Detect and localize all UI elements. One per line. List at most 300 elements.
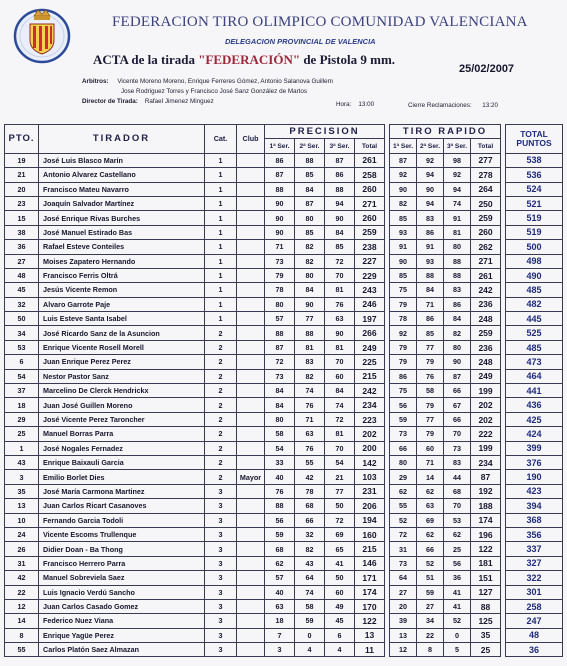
name-cell: Marcelino De Clerck Hendrickx: [39, 384, 205, 398]
rapido-s2-cell: 34: [417, 614, 444, 628]
pto-cell: 20: [5, 182, 39, 196]
precision-s3-cell: 72: [325, 254, 355, 268]
rapido-s3-cell: 62: [444, 527, 471, 541]
precision-s2-cell: 84: [295, 182, 325, 196]
rapido-s3-cell: 41: [444, 599, 471, 613]
name-cell: Joaquín Salvador Martínez: [39, 196, 205, 210]
precision-s2-cell: 68: [295, 499, 325, 513]
rapido-total-cell: 192: [471, 484, 501, 498]
precision-s3-cell: 87: [325, 153, 355, 167]
precision-s1-cell: 88: [265, 499, 295, 513]
director-label: Director de Tirada:: [82, 98, 138, 105]
club-cell: [237, 542, 265, 556]
precision-s3-cell: 85: [325, 240, 355, 254]
precision-s2-cell: 85: [295, 225, 325, 239]
club-cell: [237, 225, 265, 239]
rapido-s1-cell: 31: [390, 542, 417, 556]
name-cell: Juan Carlos Casado Gomez: [39, 599, 205, 613]
club-cell: [237, 355, 265, 369]
table-row: [5, 384, 563, 398]
cat-cell: 3: [205, 542, 237, 556]
club-cell: [237, 599, 265, 613]
name-cell: José María Carmona Martinez: [39, 484, 205, 498]
rapido-s3-cell: 84: [444, 312, 471, 326]
rapido-total-cell: 271: [471, 254, 501, 268]
precision-s2-cell: 83: [295, 355, 325, 369]
club-cell: [237, 369, 265, 383]
precision-s2-cell: 0: [295, 628, 325, 642]
precision-s1-cell: 58: [265, 427, 295, 441]
precision-s3-cell: 70: [325, 268, 355, 282]
precision-s3-cell: 74: [325, 398, 355, 412]
rapido-s1-cell: 64: [390, 571, 417, 585]
name-cell: Nestor Pastor Sanz: [39, 369, 205, 383]
rapido-total-cell: 174: [471, 513, 501, 527]
club-cell: [237, 384, 265, 398]
cat-cell: 2: [205, 441, 237, 455]
cat-cell: 2: [205, 470, 237, 484]
rapido-s1-cell: 79: [390, 355, 417, 369]
precision-s3-cell: 84: [325, 384, 355, 398]
precision-s2-cell: 76: [295, 441, 325, 455]
pto-cell: 54: [5, 369, 39, 383]
table-row: [5, 427, 563, 441]
precision-s3-cell: 49: [325, 599, 355, 613]
acta-prefix: ACTA de la tirada: [93, 52, 199, 67]
pto-cell: 24: [5, 527, 39, 541]
acta-tirada-name: "FEDERACIÓN": [198, 52, 301, 67]
table-row: [5, 398, 563, 412]
name-cell: Francisco Herrero Parra: [39, 556, 205, 570]
rapido-s3-cell: 80: [444, 240, 471, 254]
precision-s2-cell: 81: [295, 340, 325, 354]
pto-cell: 26: [5, 542, 39, 556]
precision-s1-cell: 56: [265, 513, 295, 527]
cat-cell: 1: [205, 254, 237, 268]
table-row: [5, 470, 563, 484]
total-puntos-cell: 337: [506, 542, 563, 556]
pto-cell: 22: [5, 585, 39, 599]
pto-cell: 43: [5, 455, 39, 469]
rapido-s2-cell: 94: [417, 168, 444, 182]
cat-cell: 1: [205, 240, 237, 254]
arbitros-names-1: Vicente Moreno Moreno, Enrique Ferreres Gómez, Antonio Salanova Guillem: [117, 78, 333, 85]
total-puntos-cell: 482: [506, 297, 563, 311]
rapido-total-cell: 199: [471, 441, 501, 455]
name-cell: Emilio Borlet Dies: [39, 470, 205, 484]
cat-cell: 1: [205, 196, 237, 210]
name-cell: Juan Enrique Perez Perez: [39, 355, 205, 369]
rapido-s3-cell: 91: [444, 211, 471, 225]
precision-total-cell: 146: [355, 556, 385, 570]
total-puntos-cell: 258: [506, 599, 563, 613]
rapido-s2-cell: 84: [417, 283, 444, 297]
rapido-s3-cell: 90: [444, 355, 471, 369]
club-cell: Mayor: [237, 470, 265, 484]
precision-s2-cell: 82: [295, 240, 325, 254]
precision-s3-cell: 76: [325, 297, 355, 311]
club-cell: [237, 268, 265, 282]
precision-s3-cell: 41: [325, 556, 355, 570]
precision-s3-cell: 65: [325, 542, 355, 556]
precision-s3-cell: 77: [325, 484, 355, 498]
name-cell: Luis Ignacio Verdú Sancho: [39, 585, 205, 599]
rapido-s1-cell: 92: [390, 168, 417, 182]
rapido-s3-cell: 98: [444, 153, 471, 167]
total-puntos-cell: 485: [506, 340, 563, 354]
rapido-s2-cell: 79: [417, 398, 444, 412]
name-cell: Carlos Platón Saez Almazan: [39, 643, 205, 657]
pto-cell: 21: [5, 168, 39, 182]
rapido-s1-cell: 12: [390, 643, 417, 657]
rapido-total-cell: 181: [471, 556, 501, 570]
name-cell: Rafael Esteve Conteiles: [39, 240, 205, 254]
rapido-s3-cell: 66: [444, 412, 471, 426]
precision-s3-cell: 72: [325, 513, 355, 527]
precision-s2-cell: 66: [295, 513, 325, 527]
precision-s1-cell: 57: [265, 571, 295, 585]
cat-cell: 3: [205, 571, 237, 585]
precision-total-cell: 122: [355, 614, 385, 628]
col-tirador-header: TIRADOR: [39, 125, 205, 154]
hora-value: 13:00: [358, 101, 375, 108]
name-cell: José Vicente Perez Taroncher: [39, 412, 205, 426]
precision-total-cell: 243: [355, 283, 385, 297]
rapido-s3-cell: 66: [444, 384, 471, 398]
precision-s3-cell: 50: [325, 571, 355, 585]
precision-s1-cell: 76: [265, 484, 295, 498]
federation-crest-logo: [12, 2, 72, 64]
rapido-s2-cell: 22: [417, 628, 444, 642]
cat-cell: 1: [205, 182, 237, 196]
precision-s1-cell: 80: [265, 297, 295, 311]
delegation-subtitle: DELEGACION PROVINCIAL DE VALENCIA: [225, 37, 376, 46]
rapido-s2-cell: 8: [417, 643, 444, 657]
table-row: [5, 628, 563, 642]
total-puntos-cell: 356: [506, 527, 563, 541]
arbitros-names-2: Jose Rodriguez Torres y Francisco José Sanz González de Martos: [121, 88, 308, 95]
precision-total-cell: 238: [355, 240, 385, 254]
precision-total-cell: 266: [355, 326, 385, 340]
rapido-s3-cell: 81: [444, 225, 471, 239]
table-row: [5, 254, 563, 268]
precision-total-cell: 103: [355, 470, 385, 484]
rapido-s3-cell: 53: [444, 513, 471, 527]
rapido-s3-cell: 70: [444, 499, 471, 513]
precision-s3-cell: 4: [325, 643, 355, 657]
precision-s3-cell: 70: [325, 441, 355, 455]
cierre-line: [408, 102, 498, 109]
precision-total-cell: 229: [355, 268, 385, 282]
precision-total-cell: 231: [355, 484, 385, 498]
name-cell: José Nogales Fernadez: [39, 441, 205, 455]
name-cell: José Ricardo Sanz de la Asuncion: [39, 326, 205, 340]
precision-s2-cell: 87: [295, 196, 325, 210]
table-row: [5, 312, 563, 326]
cierre-label: Cierre Reclamaciones:: [408, 102, 472, 109]
rapido-s3-cell: 67: [444, 398, 471, 412]
rapido-s1-cell: 27: [390, 585, 417, 599]
precision-s2-cell: 4: [295, 643, 325, 657]
total-puntos-cell: 424: [506, 427, 563, 441]
precision-s2-cell: 82: [295, 369, 325, 383]
col-pto-header: PTO.: [5, 125, 39, 154]
precision-s1-cell: 90: [265, 225, 295, 239]
name-cell: José Manuel Estirado Bas: [39, 225, 205, 239]
precision-total-cell: 260: [355, 211, 385, 225]
precision-total-cell: 206: [355, 499, 385, 513]
rapido-s2-cell: 69: [417, 513, 444, 527]
total-puntos-cell: 327: [506, 556, 563, 570]
precision-s2-cell: 59: [295, 614, 325, 628]
pto-cell: 37: [5, 384, 39, 398]
precision-s2-cell: 84: [295, 283, 325, 297]
cat-cell: 2: [205, 326, 237, 340]
table-row: [5, 585, 563, 599]
club-cell: [237, 513, 265, 527]
precision-s3-cell: 90: [325, 326, 355, 340]
precision-total-cell: 258: [355, 168, 385, 182]
rapido-s2-cell: 58: [417, 384, 444, 398]
precision-s1-cell: 54: [265, 441, 295, 455]
table-row: [5, 369, 563, 383]
table-row: [5, 196, 563, 210]
precision-s3-cell: 45: [325, 614, 355, 628]
precision-s2-cell: 58: [295, 599, 325, 613]
precision-s1-cell: 84: [265, 384, 295, 398]
rapido-s2-header: 2ª Ser.: [417, 139, 444, 153]
table-row: [5, 326, 563, 340]
total-puntos-cell: 524: [506, 182, 563, 196]
precision-s3-cell: 60: [325, 369, 355, 383]
club-cell: [237, 455, 265, 469]
cat-cell: 3: [205, 513, 237, 527]
arbitros-label: Arbitros:: [82, 78, 109, 85]
total-puntos-header: [506, 125, 563, 154]
table-row: [5, 268, 563, 282]
rapido-s1-cell: 79: [390, 297, 417, 311]
club-cell: [237, 499, 265, 513]
precision-s1-cell: 90: [265, 211, 295, 225]
cat-cell: 1: [205, 312, 237, 326]
cat-cell: 1: [205, 168, 237, 182]
precision-s2-cell: 82: [295, 542, 325, 556]
club-cell: [237, 326, 265, 340]
cat-cell: 3: [205, 614, 237, 628]
rapido-total-cell: 196: [471, 527, 501, 541]
pto-cell: 10: [5, 513, 39, 527]
header-row-1: [5, 125, 563, 139]
acta-suffix: de Pistola 9 mm.: [300, 52, 396, 67]
table-row: [5, 441, 563, 455]
precision-s1-cell: 68: [265, 542, 295, 556]
precision-total-cell: 246: [355, 297, 385, 311]
precision-s2-cell: 88: [295, 153, 325, 167]
precision-total-cell: 194: [355, 513, 385, 527]
rapido-s2-cell: 59: [417, 585, 444, 599]
total-puntos-cell: 519: [506, 211, 563, 225]
total-puntos-cell: 521: [506, 196, 563, 210]
rapido-s1-cell: 73: [390, 427, 417, 441]
precision-total-cell: 142: [355, 455, 385, 469]
precision-total-header: Total: [355, 139, 385, 153]
rapido-s1-cell: 55: [390, 499, 417, 513]
total-puntos-cell: 247: [506, 614, 563, 628]
results-table: [4, 124, 563, 657]
pto-cell: 32: [5, 297, 39, 311]
precision-s2-cell: 42: [295, 470, 325, 484]
name-cell: Francisco Mateu Navarro: [39, 182, 205, 196]
precision-total-cell: 200: [355, 441, 385, 455]
rapido-s1-cell: 93: [390, 225, 417, 239]
pto-cell: 48: [5, 268, 39, 282]
precision-s2-cell: 77: [295, 312, 325, 326]
total-puntos-cell: 425: [506, 412, 563, 426]
acta-title: [93, 52, 395, 68]
total-puntos-cell: 500: [506, 240, 563, 254]
table-row: [5, 614, 563, 628]
total-puntos-cell: 376: [506, 455, 563, 469]
precision-s1-cell: 78: [265, 283, 295, 297]
pto-cell: 8: [5, 628, 39, 642]
rapido-s2-cell: 14: [417, 470, 444, 484]
total-puntos-cell: 490: [506, 268, 563, 282]
rapido-s1-cell: 85: [390, 211, 417, 225]
total-puntos-cell: 394: [506, 499, 563, 513]
precision-s3-cell: 63: [325, 312, 355, 326]
precision-total-cell: 223: [355, 412, 385, 426]
rapido-s2-cell: 63: [417, 499, 444, 513]
precision-s3-cell: 86: [325, 168, 355, 182]
arbitros-line-1: [82, 78, 333, 85]
precision-s2-cell: 80: [295, 268, 325, 282]
rapido-total-cell: 234: [471, 455, 501, 469]
rapido-s3-header: 3ª Ser.: [444, 139, 471, 153]
precision-s1-cell: 88: [265, 182, 295, 196]
club-cell: [237, 614, 265, 628]
total-puntos-cell: 48: [506, 628, 563, 642]
director-name: Rafael Jimenez Minguez: [144, 98, 214, 105]
precision-total-cell: 260: [355, 182, 385, 196]
name-cell: Alvaro Garrote Paje: [39, 297, 205, 311]
rapido-total-cell: 248: [471, 312, 501, 326]
total-puntos-cell: 36: [506, 643, 563, 657]
cat-cell: 2: [205, 384, 237, 398]
name-cell: Enrique Baixauli Garcia: [39, 455, 205, 469]
rapido-s1-cell: 87: [390, 153, 417, 167]
pto-cell: 45: [5, 283, 39, 297]
name-cell: Juan Carlos Ricart Casanoves: [39, 499, 205, 513]
table-row: [5, 182, 563, 196]
name-cell: Didier Doan - Ba Thong: [39, 542, 205, 556]
rapido-s2-cell: 77: [417, 412, 444, 426]
total-puntos-cell: 538: [506, 153, 563, 167]
table-row: [5, 556, 563, 570]
rapido-s2-cell: 86: [417, 225, 444, 239]
precision-s1-cell: 72: [265, 355, 295, 369]
cat-cell: 2: [205, 355, 237, 369]
total-puntos-cell: 536: [506, 168, 563, 182]
precision-s1-cell: 71: [265, 240, 295, 254]
precision-s3-cell: 90: [325, 211, 355, 225]
rapido-total-cell: 35: [471, 628, 501, 642]
rapido-s3-cell: 74: [444, 196, 471, 210]
name-cell: Fernando Garcia Todoli: [39, 513, 205, 527]
rapido-s1-cell: 29: [390, 470, 417, 484]
name-cell: Luis Esteve Santa Isabel: [39, 312, 205, 326]
rapido-s1-header: 1ª Ser.: [390, 139, 417, 153]
table-row: [5, 340, 563, 354]
table-row: [5, 527, 563, 541]
rapido-total-cell: 125: [471, 614, 501, 628]
precision-s1-cell: 87: [265, 168, 295, 182]
cat-cell: 3: [205, 484, 237, 498]
pto-cell: 14: [5, 614, 39, 628]
rapido-s1-cell: 75: [390, 384, 417, 398]
name-cell: Federico Nuez Viana: [39, 614, 205, 628]
pto-cell: 23: [5, 196, 39, 210]
cat-cell: 2: [205, 455, 237, 469]
cat-cell: 3: [205, 556, 237, 570]
rapido-total-cell: 202: [471, 412, 501, 426]
rapido-total-cell: 236: [471, 297, 501, 311]
precision-s2-cell: 74: [295, 384, 325, 398]
precision-s1-cell: 86: [265, 153, 295, 167]
pto-cell: 19: [5, 153, 39, 167]
precision-total-cell: 174: [355, 585, 385, 599]
total-puntos-cell: 498: [506, 254, 563, 268]
name-cell: Manuel Borras Parra: [39, 427, 205, 441]
table-row: [5, 484, 563, 498]
results-body: [5, 153, 563, 657]
rapido-s1-cell: 75: [390, 283, 417, 297]
precision-s3-cell: 6: [325, 628, 355, 642]
rapido-s1-cell: 66: [390, 441, 417, 455]
tiro-rapido-group-header: TIRO RAPIDO: [390, 125, 501, 139]
rapido-s2-cell: 66: [417, 542, 444, 556]
rapido-total-cell: 264: [471, 182, 501, 196]
rapido-s1-cell: 92: [390, 326, 417, 340]
rapido-s2-cell: 60: [417, 441, 444, 455]
precision-s3-cell: 50: [325, 499, 355, 513]
precision-s3-cell: 81: [325, 427, 355, 441]
rapido-total-cell: 127: [471, 585, 501, 599]
rapido-s1-cell: 62: [390, 484, 417, 498]
rapido-total-cell: 88: [471, 599, 501, 613]
rapido-s1-cell: 20: [390, 599, 417, 613]
hora-label: Hora:: [336, 101, 352, 108]
pto-cell: 34: [5, 326, 39, 340]
rapido-total-cell: 250: [471, 196, 501, 210]
table-row: [5, 412, 563, 426]
rapido-s2-cell: 92: [417, 153, 444, 167]
table-row: [5, 211, 563, 225]
rapido-total-cell: 277: [471, 153, 501, 167]
table-row: [5, 571, 563, 585]
precision-total-cell: 215: [355, 369, 385, 383]
precision-total-cell: 160: [355, 527, 385, 541]
rapido-s2-cell: 52: [417, 556, 444, 570]
rapido-s3-cell: 83: [444, 283, 471, 297]
club-cell: [237, 398, 265, 412]
table-row: [5, 643, 563, 657]
precision-s3-cell: 70: [325, 355, 355, 369]
rapido-total-cell: 87: [471, 470, 501, 484]
rapido-s2-cell: 71: [417, 297, 444, 311]
cat-cell: 2: [205, 427, 237, 441]
rapido-s1-cell: 90: [390, 182, 417, 196]
club-cell: [237, 211, 265, 225]
